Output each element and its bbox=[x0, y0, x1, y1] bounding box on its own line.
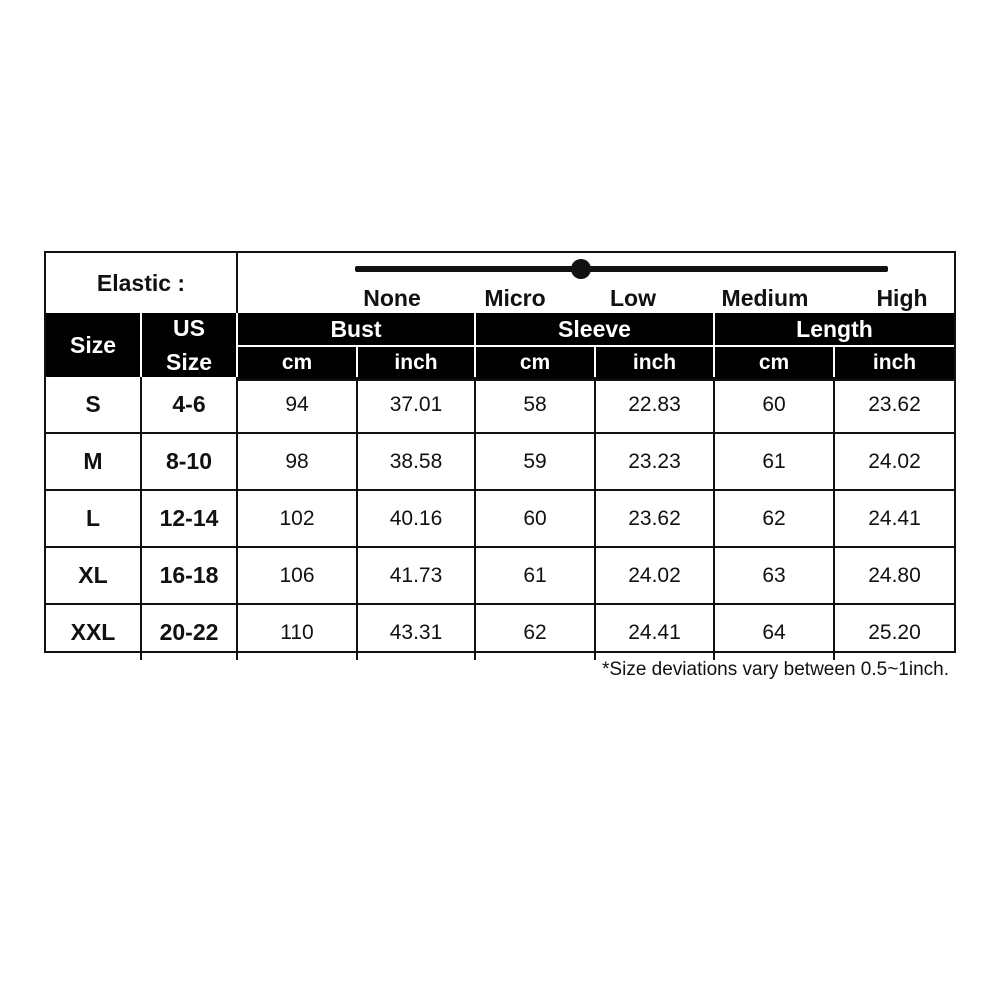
header-length-inch: inch bbox=[872, 351, 917, 374]
sleeve-inch-cell: 23.62 bbox=[596, 491, 715, 546]
elastic-level-low: Low bbox=[610, 285, 656, 311]
sleeve-inch-cell: 22.83 bbox=[596, 377, 715, 432]
us-size-cell: 16-18 bbox=[142, 548, 238, 603]
header-unit-row bbox=[238, 345, 954, 381]
elastic-label: Elastic : bbox=[46, 253, 238, 313]
us-size-cell: 8-10 bbox=[142, 434, 238, 489]
size-cell: XL bbox=[46, 548, 142, 603]
sleeve-inch-cell: 23.23 bbox=[596, 434, 715, 489]
length-inch-cell: 24.02 bbox=[868, 449, 921, 473]
header-sleeve-cm: cm bbox=[476, 347, 596, 379]
sleeve-cm-cell: 61 bbox=[476, 548, 596, 603]
elastic-level-marker bbox=[571, 259, 591, 279]
elastic-scale-line bbox=[355, 266, 888, 272]
sleeve-cm-cell: 60 bbox=[476, 491, 596, 546]
size-chart-table bbox=[44, 251, 956, 653]
length-cm-cell: 63 bbox=[715, 548, 835, 603]
header-us-size-line1: US bbox=[173, 315, 205, 341]
sleeve-cm-cell: 59 bbox=[476, 434, 596, 489]
elastic-level-none: None bbox=[363, 285, 421, 311]
bust-inch-cell: 37.01 bbox=[358, 377, 476, 432]
elastic-level-medium: Medium bbox=[721, 285, 809, 311]
length-cm-cell: 60 bbox=[715, 377, 835, 432]
elastic-scale bbox=[240, 253, 954, 313]
table-row bbox=[46, 489, 954, 546]
sleeve-inch-cell: 24.41 bbox=[596, 605, 715, 660]
bust-cm-cell: 102 bbox=[238, 491, 358, 546]
sleeve-cm-cell: 58 bbox=[476, 377, 596, 432]
header-group-row bbox=[238, 313, 954, 345]
bust-cm-cell: 106 bbox=[238, 548, 358, 603]
size-deviation-footnote: *Size deviations vary between 0.5~1inch. bbox=[602, 659, 949, 680]
length-inch-cell: 24.80 bbox=[868, 563, 921, 587]
bust-inch-cell: 41.73 bbox=[358, 548, 476, 603]
header-length: Length bbox=[796, 315, 873, 342]
sleeve-inch-cell: 24.02 bbox=[596, 548, 715, 603]
length-cm-cell: 64 bbox=[715, 605, 835, 660]
us-size-cell: 12-14 bbox=[142, 491, 238, 546]
header-sleeve: Sleeve bbox=[476, 313, 715, 345]
size-cell: XXL bbox=[46, 605, 142, 660]
bust-inch-cell: 38.58 bbox=[358, 434, 476, 489]
header-bust-cm: cm bbox=[238, 347, 358, 379]
table-row bbox=[46, 603, 954, 660]
table-row bbox=[46, 432, 954, 489]
length-inch-cell: 23.62 bbox=[868, 392, 921, 416]
us-size-cell: 4-6 bbox=[142, 377, 238, 432]
size-cell: L bbox=[46, 491, 142, 546]
length-cm-cell: 62 bbox=[715, 491, 835, 546]
length-inch-cell: 24.41 bbox=[868, 506, 921, 530]
elastic-level-micro: Micro bbox=[484, 285, 546, 311]
length-inch-cell: 25.20 bbox=[868, 620, 921, 644]
us-size-cell: 20-22 bbox=[142, 605, 238, 660]
sleeve-cm-cell: 62 bbox=[476, 605, 596, 660]
table-row bbox=[46, 546, 954, 603]
header-size: Size bbox=[46, 313, 142, 377]
header-us-size-line2: Size bbox=[165, 349, 213, 375]
elastic-row bbox=[46, 253, 954, 315]
bust-cm-cell: 94 bbox=[238, 377, 358, 432]
bust-cm-cell: 98 bbox=[238, 434, 358, 489]
bust-inch-cell: 40.16 bbox=[358, 491, 476, 546]
size-cell: S bbox=[46, 377, 142, 432]
bust-inch-cell: 43.31 bbox=[358, 605, 476, 660]
header-bust: Bust bbox=[238, 313, 476, 345]
table-body bbox=[46, 377, 954, 660]
bust-cm-cell: 110 bbox=[238, 605, 358, 660]
elastic-level-high: High bbox=[876, 285, 928, 311]
header-bust-inch: inch bbox=[358, 347, 476, 379]
table-row bbox=[46, 377, 954, 432]
length-cm-cell: 61 bbox=[715, 434, 835, 489]
size-cell: M bbox=[46, 434, 142, 489]
header-length-cm: cm bbox=[715, 347, 835, 379]
header-sleeve-inch: inch bbox=[596, 347, 715, 379]
header-us-size bbox=[142, 313, 238, 377]
